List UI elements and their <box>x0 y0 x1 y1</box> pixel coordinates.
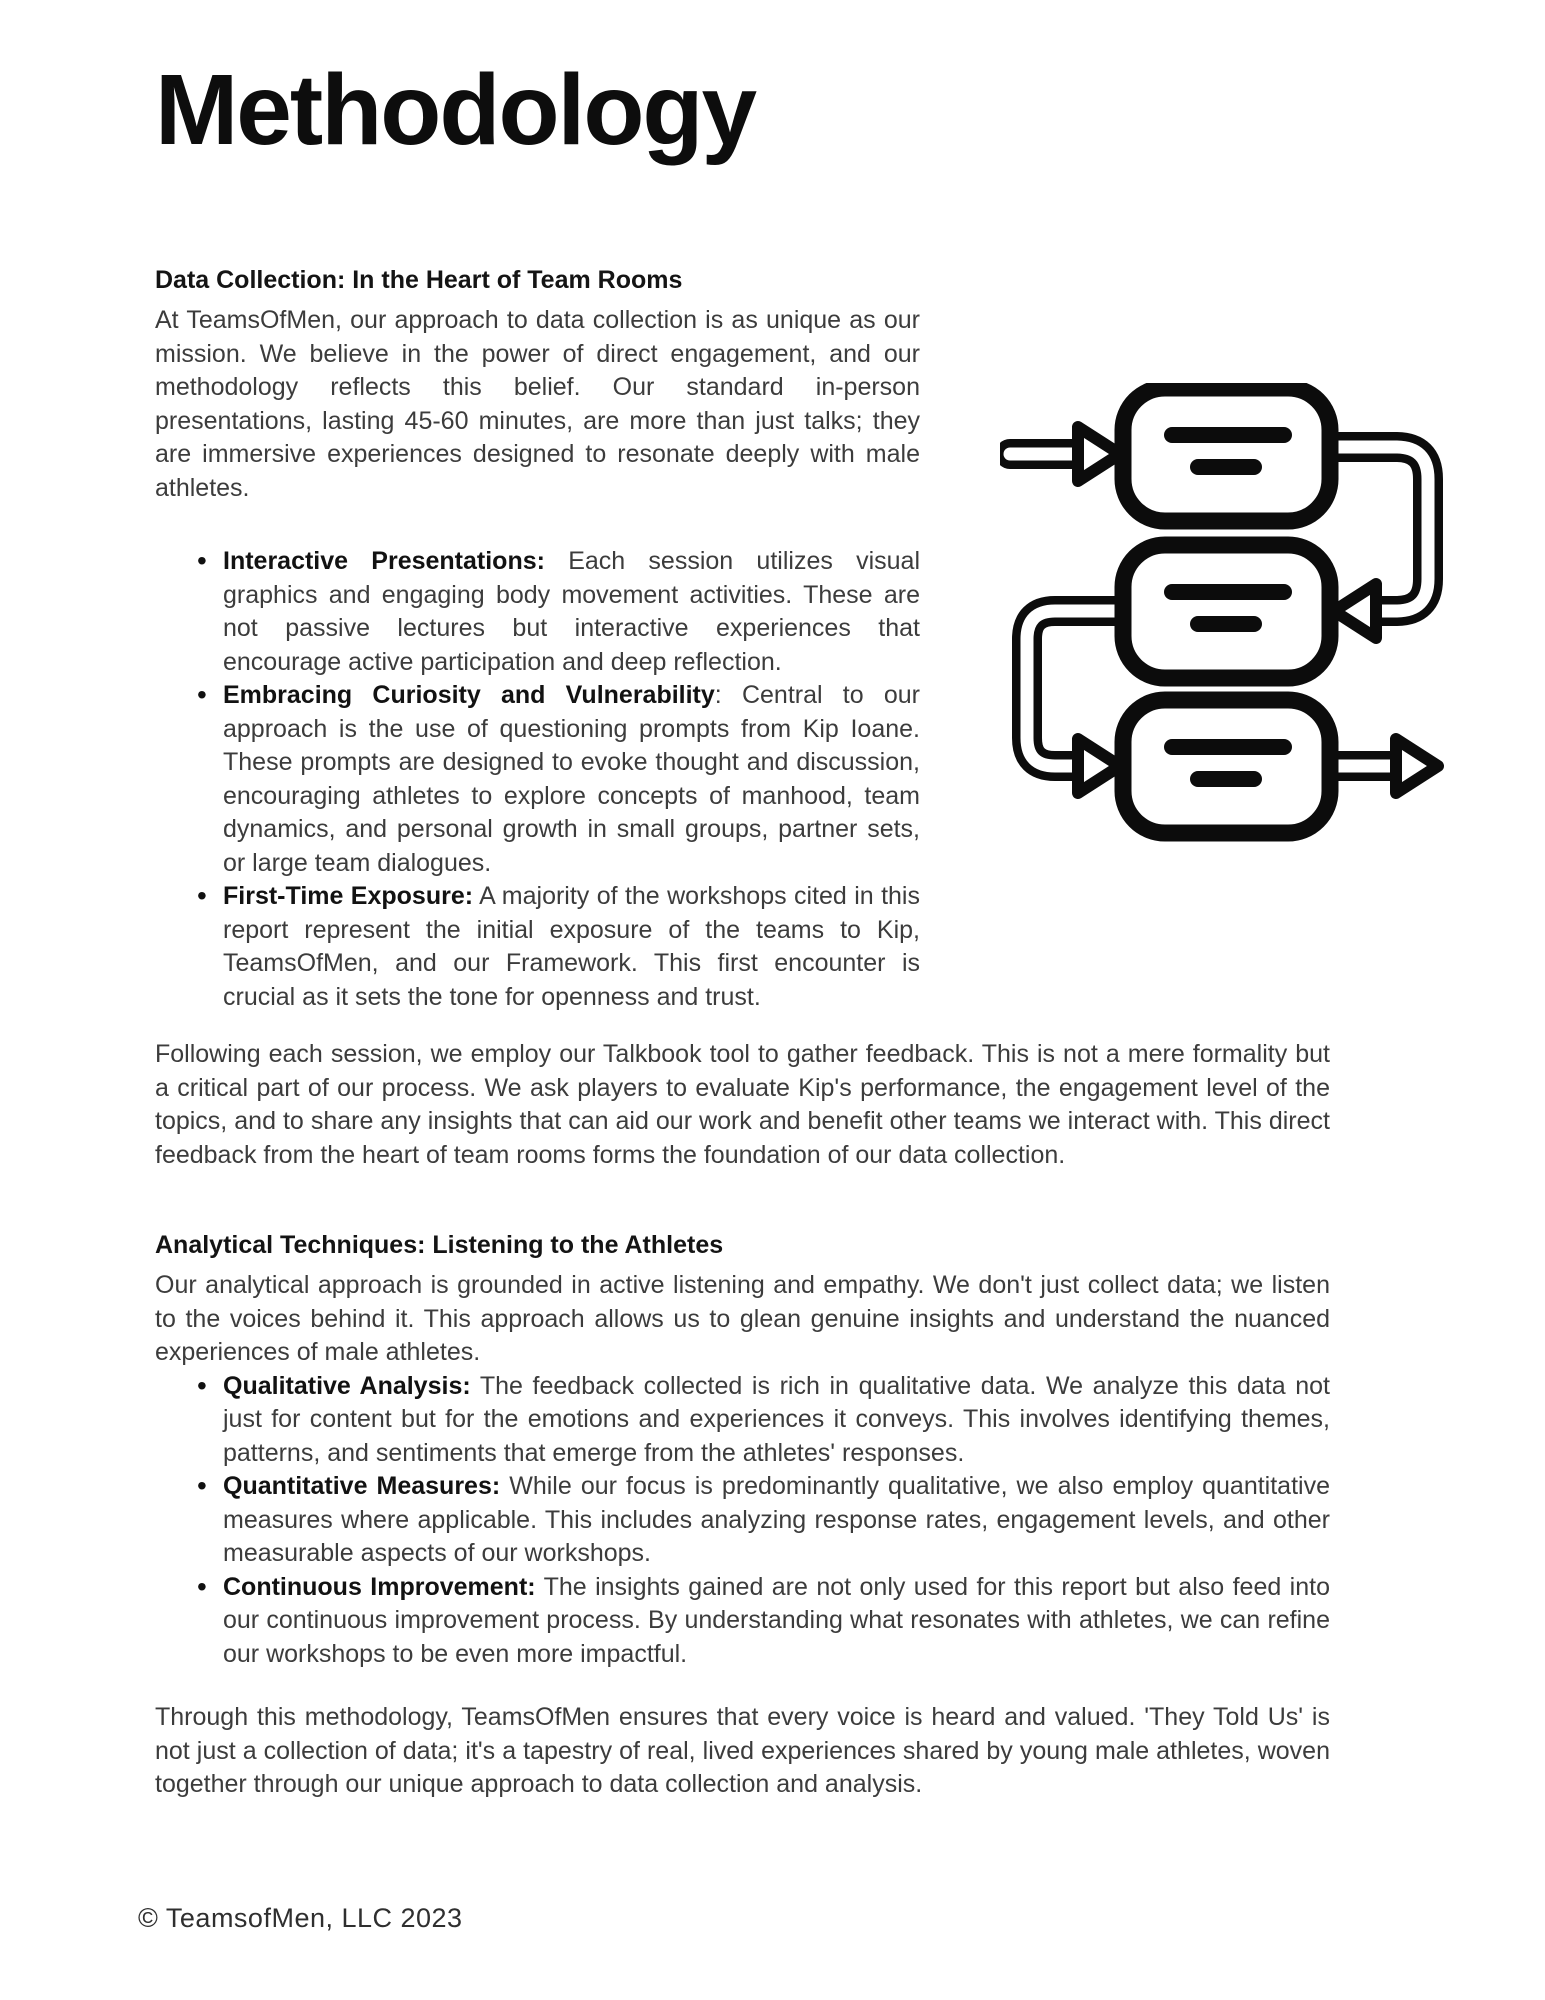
arrowhead-into-box3 <box>1078 739 1120 793</box>
list-item <box>155 1370 1330 1471</box>
message-box-1 <box>1123 388 1330 521</box>
bullet-label: Continuous Improvement: <box>223 1572 536 1601</box>
closing-paragraph: Through this methodology, TeamsOfMen ensures that every voice is heard and valued. 'They Told Us' is not just a collection of data; it's a tapestry of real, lived experiences shared by young male athletes, woven together through our unique approach to data collection and analysis. <box>155 1703 1330 1798</box>
bullet-label: Embracing Curiosity and Vulnerability <box>223 681 715 709</box>
bullet-label: Interactive Presentations: <box>223 547 545 575</box>
data-collection-bullet-list <box>155 545 920 1014</box>
list-item <box>155 545 920 679</box>
analytical-bullet-list <box>155 1370 1330 1672</box>
bullet-label: Qualitative Analysis: <box>223 1371 471 1400</box>
analytical-intro-paragraph: Our analytical approach is grounded in active listening and empathy. We don't just collect data; we listen to the voices behind it. This approach allows us to glean genuine insights and understand the nuanced experiences of male athletes. <box>155 1271 1330 1366</box>
conversation-flow-svg <box>1000 383 1450 843</box>
arrowhead-into-box1 <box>1078 427 1120 481</box>
list-item <box>155 880 920 1014</box>
copyright-footer: © TeamsofMen, LLC 2023 <box>138 1903 463 1933</box>
arrowhead-exit <box>1396 739 1438 793</box>
list-item <box>155 679 920 880</box>
data-collection-text-column <box>155 265 920 1014</box>
bullet-text: The feedback collected is rich in qualitative data. We analyze this data not just for content but for the emotions and experiences it conveys. This involves identifying themes, patterns, and sentiments that emerge from the athletes' responses. <box>223 1371 1330 1467</box>
bullet-label: First-Time Exposure: <box>223 882 474 910</box>
page-title: Methodology <box>155 54 756 166</box>
bullet-text: While our focus is predominantly qualitative, we also employ quantitative measures where applicable. This includes analyzing response rates, engagement levels, and other measurable aspects of our workshops. <box>223 1472 1330 1567</box>
message-box-3 <box>1123 700 1330 833</box>
list-item <box>155 1571 1330 1672</box>
arrowhead-into-box2 <box>1334 584 1376 638</box>
data-collection-intro-paragraph: At TeamsOfMen, our approach to data collection is as unique as our mission. We believe in the power of direct engagement, and our methodology reflects this belief. Our standard in-person presentations, lasting 45-60 minutes, are more than just talks; they are immersive experiences designed to resonate deeply with male athletes. <box>155 306 920 502</box>
section-heading-data-collection: Data Collection: In the Heart of Team Rooms <box>155 266 683 294</box>
bullet-text: The insights gained are not only used for this report but also feed into our continuous improvement process. By understanding what resonates with athletes, we can refine our workshops to be even more impactful. <box>223 1572 1330 1668</box>
bullet-text: : Central to our approach is the use of questioning prompts from Kip Ioane. These prompts are designed to evoke thought and discussion, encouraging athletes to explore concepts of manhood, team dynamics, and personal growth in small groups, partner sets, or large team dialogues. <box>223 681 920 877</box>
message-box-2 <box>1123 545 1330 678</box>
data-collection-outro-paragraph: Following each session, we employ our Talkbook tool to gather feedback. This is not a mere formality but a critical part of our process. We ask players to evaluate Kip's performance, the engagement level of the topics, and to share any insights that can aid our work and benefit other teams we interact with. This direct feedback from the heart of team rooms forms the foundation of our data collection. <box>155 1040 1330 1169</box>
list-item <box>155 1470 1330 1571</box>
bullet-label: Quantitative Measures: <box>223 1472 501 1500</box>
bullet-text: Each session utilizes visual graphics and engaging body movement activities. These are not passive lectures but interactive experiences that encourage active participation and deep reflection. <box>223 547 920 676</box>
conversation-flow-icon <box>1000 383 1450 843</box>
section-heading-analytical-techniques: Analytical Techniques: Listening to the Athletes <box>155 1231 724 1259</box>
bullet-text: A majority of the workshops cited in this report represent the initial exposure of the teams to Kip, TeamsOfMen, and our Framework. This first encounter is crucial as it sets the tone for openness and trust. <box>223 882 920 1011</box>
